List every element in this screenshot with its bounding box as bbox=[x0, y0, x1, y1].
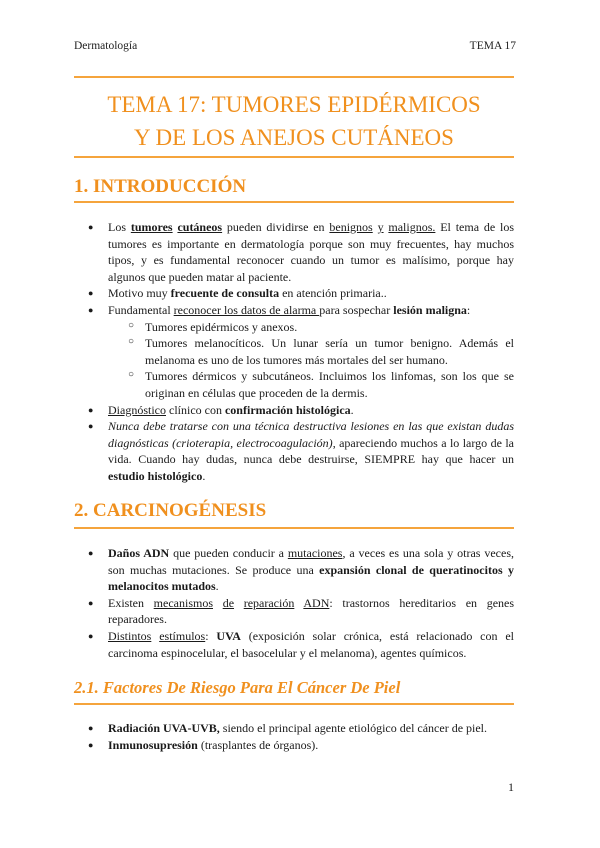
section2-rule bbox=[74, 527, 514, 529]
subsection-rule bbox=[74, 703, 514, 705]
bullet-icon: ● bbox=[88, 222, 94, 232]
sub-list-item: ○ Tumores epidérmicos y anexos. bbox=[128, 319, 298, 334]
list-item: ● Motivo muy frecuente de consulta en atención primaria.. bbox=[88, 286, 387, 301]
subsection-heading-risk-factors: 2.1. Factores De Riesgo Para El Cáncer De Piel bbox=[74, 678, 401, 697]
bullet-icon: ● bbox=[88, 630, 94, 641]
circle-bullet-icon: ○ bbox=[128, 369, 135, 381]
sub-list bbox=[108, 319, 514, 402]
bullet-icon: ● bbox=[88, 304, 94, 315]
circle-bullet-icon: ○ bbox=[128, 336, 135, 348]
bullet-icon: ● bbox=[88, 404, 94, 415]
list-item: ● Los tumores cutáneos pueden dividirse en benignos y malignos. El tema de los tumores es importante en dermatología porque son muy frecuentes, hay muchos tipos, y es fundamental reconocer cuando un tumor es malísimo, porque hay algunos que pueden matar al paciente. bbox=[88, 220, 515, 284]
section-heading-carcinogenesis: 2. CARCINOGÉNESIS bbox=[74, 500, 267, 521]
risk-factors-bullet-list bbox=[74, 720, 514, 753]
page-number: 1 bbox=[508, 780, 514, 794]
bullet-icon: ● bbox=[88, 548, 94, 558]
header-left: Dermatología bbox=[74, 40, 138, 52]
title-top-rule bbox=[74, 76, 514, 78]
section-heading-introduccion: 1. INTRODUCCIÓN bbox=[74, 176, 247, 197]
list-item: ● Radiación UVA-UVB, siendo el principal agente etiológico del cáncer de piel. bbox=[88, 721, 488, 735]
circle-bullet-icon: ○ bbox=[128, 319, 135, 331]
title-line-2: Y DE LOS ANEJOS CUTÁNEOS bbox=[134, 125, 454, 150]
page-title bbox=[74, 88, 514, 154]
bullet-icon: ● bbox=[88, 739, 94, 750]
bullet-icon: ● bbox=[88, 288, 94, 299]
sub-list-item: ○ Tumores dérmicos y subcutáneos. Incluimos los linfomas, son los que se originan en células que proceden de la dermis. bbox=[128, 369, 514, 400]
bullet-icon: ● bbox=[88, 421, 94, 432]
list-item: ● Fundamental reconocer los datos de alarma para sospechar lesión maligna: ○ Tumores epidérmicos y anexos. ○ Tumores melanocíticos. Un lunar sería un tumor benigno. Además el melanoma es uno de los tumores más mortales del ser humano. ○ Tumores dérmicos y subcutáneos. Incluimos los linfomas, son los que se originan en células que proceden de la dermis. bbox=[88, 302, 514, 400]
title-bottom-rule bbox=[74, 156, 514, 158]
list-item: ● Distintos estímulos: UVA (exposición solar crónica, está relacionado con el carcinoma espinocelular, el basocelular y el melanoma), agentes químicos. bbox=[88, 628, 515, 660]
list-item: ● Inmunosupresión (trasplantes de órganos). bbox=[88, 737, 319, 752]
carcinogenesis-bullet-list bbox=[74, 545, 514, 661]
list-item: ● Existen mecanismos de reparación ADN: trastornos hereditarios en genes reparadores. bbox=[88, 595, 515, 627]
bullet-icon: ● bbox=[88, 723, 94, 733]
list-item: ● Diagnóstico clínico con confirmación histológica. bbox=[88, 402, 354, 417]
header-right: TEMA 17 bbox=[469, 40, 516, 52]
sub-list-item: ○ Tumores melanocíticos. Un lunar sería un tumor benigno. Además el melanoma es uno de los tumores más mortales del ser humano. bbox=[128, 336, 514, 367]
section1-rule bbox=[74, 201, 514, 203]
intro-bullet-list bbox=[74, 219, 514, 485]
bullet-icon: ● bbox=[88, 597, 94, 608]
title-line-1: TEMA 17: TUMORES EPIDÉRMICOS bbox=[107, 92, 481, 117]
list-item: ● Nunca debe tratarse con una técnica destructiva lesiones en las que existan dudas diagnósticas (crioterapia, electrocoagulación), apareciendo muchos a lo largo de la vida. Cuando hay dudas, nunca debe destruirse, SIEMPRE hay que hacer un estudio histológico. bbox=[88, 419, 514, 483]
list-item: ● Daños ADN que pueden conducir a mutaciones, a veces es una sola y otras veces, son muchas mutaciones. Se produce una expansión clonal de queratinocitos y melanocitos mutados. bbox=[88, 546, 514, 594]
